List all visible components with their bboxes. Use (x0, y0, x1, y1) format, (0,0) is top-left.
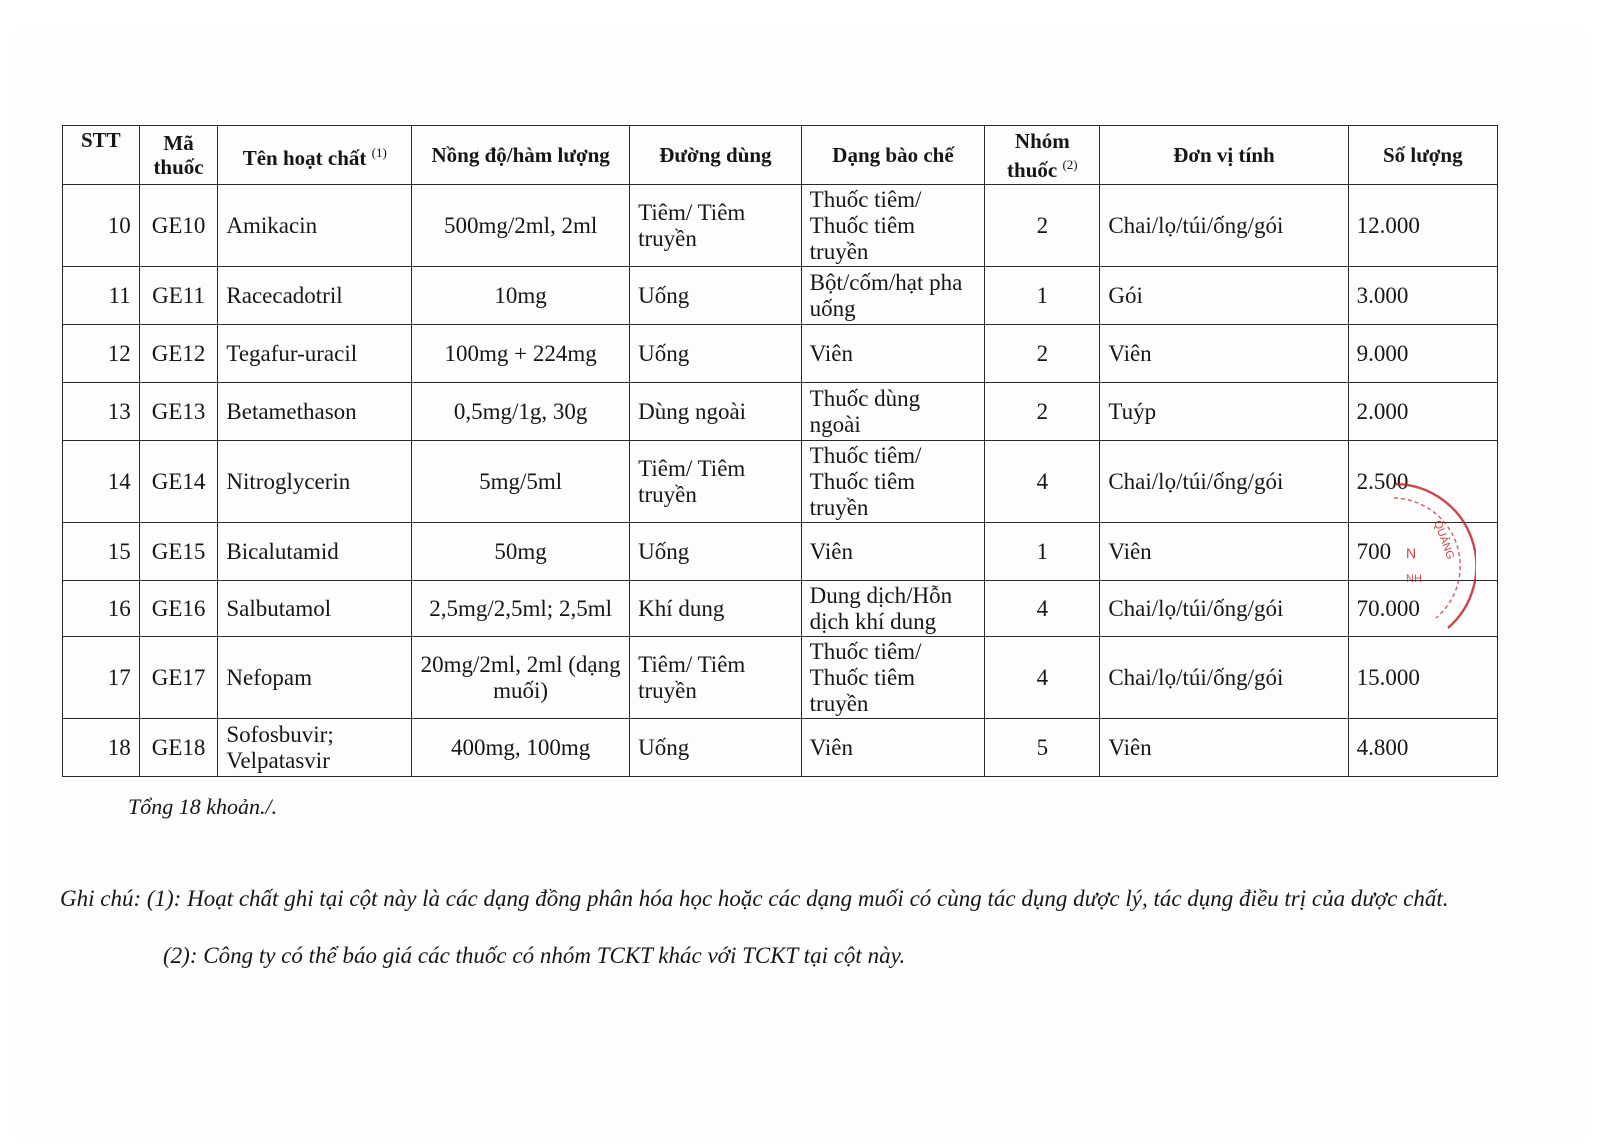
table-row (63, 325, 1498, 383)
table-header-row (63, 126, 1498, 185)
cell-stt: 13 (63, 383, 140, 441)
table-row (63, 383, 1498, 441)
cell-duong-dung: Uống (630, 325, 802, 383)
cell-dang-bao-che: Thuốc tiêm/ Thuốc tiêm truyền (801, 637, 985, 719)
cell-don-vi-tinh: Chai/lọ/túi/ống/gói (1100, 637, 1348, 719)
cell-ma-thuoc: GE12 (139, 325, 218, 383)
cell-so-luong: 9.000 (1348, 325, 1497, 383)
seal-text-3: NH (1406, 573, 1422, 585)
cell-duong-dung: Uống (630, 523, 802, 581)
cell-nong-do: 20mg/2ml, 2ml (dạng muối) (412, 637, 630, 719)
cell-ten-hoat-chat: Amikacin (218, 185, 412, 267)
cell-so-luong: 700 (1348, 523, 1497, 581)
header-stt: STT (63, 126, 140, 185)
cell-nong-do: 500mg/2ml, 2ml (412, 185, 630, 267)
cell-so-luong: 2.000 (1348, 383, 1497, 441)
cell-stt: 17 (63, 637, 140, 719)
table-row (63, 523, 1498, 581)
cell-ma-thuoc: GE18 (139, 719, 218, 777)
header-dang-bao-che: Dạng bào chế (801, 126, 985, 185)
table-row (63, 637, 1498, 719)
cell-nhom-thuoc: 4 (985, 637, 1100, 719)
cell-dang-bao-che: Thuốc dùng ngoài (801, 383, 985, 441)
cell-nong-do: 10mg (412, 267, 630, 325)
cell-nong-do: 5mg/5ml (412, 441, 630, 523)
table-row (63, 267, 1498, 325)
cell-ten-hoat-chat: Bicalutamid (218, 523, 412, 581)
cell-ma-thuoc: GE11 (139, 267, 218, 325)
cell-so-luong: 4.800 (1348, 719, 1497, 777)
cell-nong-do: 400mg, 100mg (412, 719, 630, 777)
cell-so-luong: 2.500 (1348, 441, 1497, 523)
footnote-marker-1: (1) (371, 144, 387, 160)
drug-list-table (62, 125, 1498, 777)
cell-duong-dung: Uống (630, 267, 802, 325)
cell-ma-thuoc: GE15 (139, 523, 218, 581)
cell-duong-dung: Uống (630, 719, 802, 777)
cell-so-luong: 12.000 (1348, 185, 1497, 267)
cell-don-vi-tinh: Chai/lọ/túi/ống/gói (1100, 185, 1348, 267)
cell-duong-dung: Khí dung (630, 581, 802, 637)
cell-nong-do: 100mg + 224mg (412, 325, 630, 383)
cell-so-luong: 15.000 (1348, 637, 1497, 719)
cell-dang-bao-che: Dung dịch/Hỗn dịch khí dung (801, 581, 985, 637)
cell-ma-thuoc: GE17 (139, 637, 218, 719)
cell-nhom-thuoc: 2 (985, 383, 1100, 441)
header-ten-hoat-chat: Tên hoạt chất $^{(1)}$ (218, 126, 412, 185)
seal-text-1: QUẢNG (1431, 518, 1457, 561)
cell-ma-thuoc: GE14 (139, 441, 218, 523)
cell-ten-hoat-chat: Salbutamol (218, 581, 412, 637)
cell-ten-hoat-chat: Tegafur-uracil (218, 325, 412, 383)
cell-stt: 16 (63, 581, 140, 637)
cell-stt: 15 (63, 523, 140, 581)
cell-dang-bao-che: Viên (801, 719, 985, 777)
cell-nhom-thuoc: 1 (985, 267, 1100, 325)
cell-nhom-thuoc: 4 (985, 581, 1100, 637)
cell-nhom-thuoc: 4 (985, 441, 1100, 523)
cell-nhom-thuoc: 1 (985, 523, 1100, 581)
cell-stt: 11 (63, 267, 140, 325)
cell-don-vi-tinh: Tuýp (1100, 383, 1348, 441)
cell-duong-dung: Tiêm/ Tiêm truyền (630, 637, 802, 719)
cell-nong-do: 0,5mg/1g, 30g (412, 383, 630, 441)
total-count-text: Tổng 18 khoản./. (128, 794, 278, 819)
cell-duong-dung: Dùng ngoài (630, 383, 802, 441)
cell-nhom-thuoc: 2 (985, 185, 1100, 267)
header-ma-thuoc: Mã thuốc (139, 126, 218, 185)
cell-ten-hoat-chat: Sofosbuvir; Velpatasvir (218, 719, 412, 777)
header-nhom-thuoc: Nhóm thuốc $^{(2)}$ (985, 126, 1100, 185)
header-nong-do: Nồng độ/hàm lượng (412, 126, 630, 185)
table-row (63, 185, 1498, 267)
cell-ten-hoat-chat: Racecadotril (218, 267, 412, 325)
cell-ten-hoat-chat: Nitroglycerin (218, 441, 412, 523)
table-row (63, 441, 1498, 523)
header-don-vi-tinh: Đơn vị tính (1100, 126, 1348, 185)
header-so-luong: Số lượng (1348, 126, 1497, 185)
cell-dang-bao-che: Bột/cốm/hạt pha uống (801, 267, 985, 325)
cell-ma-thuoc: GE16 (139, 581, 218, 637)
cell-stt: 10 (63, 185, 140, 267)
cell-nong-do: 2,5mg/2,5ml; 2,5ml (412, 581, 630, 637)
seal-text-2: N (1406, 545, 1417, 561)
cell-don-vi-tinh: Gói (1100, 267, 1348, 325)
footnote-2: (2): Công ty có thể báo giá các thuốc có nhóm TCKT khác với TCKT tại cột này. (163, 943, 906, 968)
cell-don-vi-tinh: Viên (1100, 523, 1348, 581)
cell-nhom-thuoc: 5 (985, 719, 1100, 777)
cell-dang-bao-che: Thuốc tiêm/ Thuốc tiêm truyền (801, 441, 985, 523)
footnote-marker-2: (2) (1062, 156, 1078, 172)
cell-ten-hoat-chat: Betamethason (218, 383, 412, 441)
cell-so-luong: 70.000 (1348, 581, 1497, 637)
cell-nhom-thuoc: 2 (985, 325, 1100, 383)
cell-don-vi-tinh: Chai/lọ/túi/ống/gói (1100, 581, 1348, 637)
table-row (63, 581, 1498, 637)
cell-duong-dung: Tiêm/ Tiêm truyền (630, 185, 802, 267)
cell-nong-do: 50mg (412, 523, 630, 581)
cell-duong-dung: Tiêm/ Tiêm truyền (630, 441, 802, 523)
table-row (63, 719, 1498, 777)
cell-dang-bao-che: Thuốc tiêm/ Thuốc tiêm truyền (801, 185, 985, 267)
cell-don-vi-tinh: Chai/lọ/túi/ống/gói (1100, 441, 1348, 523)
cell-dang-bao-che: Viên (801, 325, 985, 383)
cell-don-vi-tinh: Viên (1100, 325, 1348, 383)
cell-stt: 14 (63, 441, 140, 523)
cell-dang-bao-che: Viên (801, 523, 985, 581)
cell-so-luong: 3.000 (1348, 267, 1497, 325)
cell-don-vi-tinh: Viên (1100, 719, 1348, 777)
cell-ten-hoat-chat: Nefopam (218, 637, 412, 719)
cell-ma-thuoc: GE13 (139, 383, 218, 441)
cell-ma-thuoc: GE10 (139, 185, 218, 267)
cell-stt: 18 (63, 719, 140, 777)
cell-stt: 12 (63, 325, 140, 383)
header-duong-dung: Đường dùng (630, 126, 802, 185)
footnote-1: Ghi chú: (1): Hoạt chất ghi tại cột này là các dạng đồng phân hóa học hoặc các dạng muối có cùng tác dụng dược lý, tác dụng điều trị của dược chất. (60, 886, 1449, 911)
